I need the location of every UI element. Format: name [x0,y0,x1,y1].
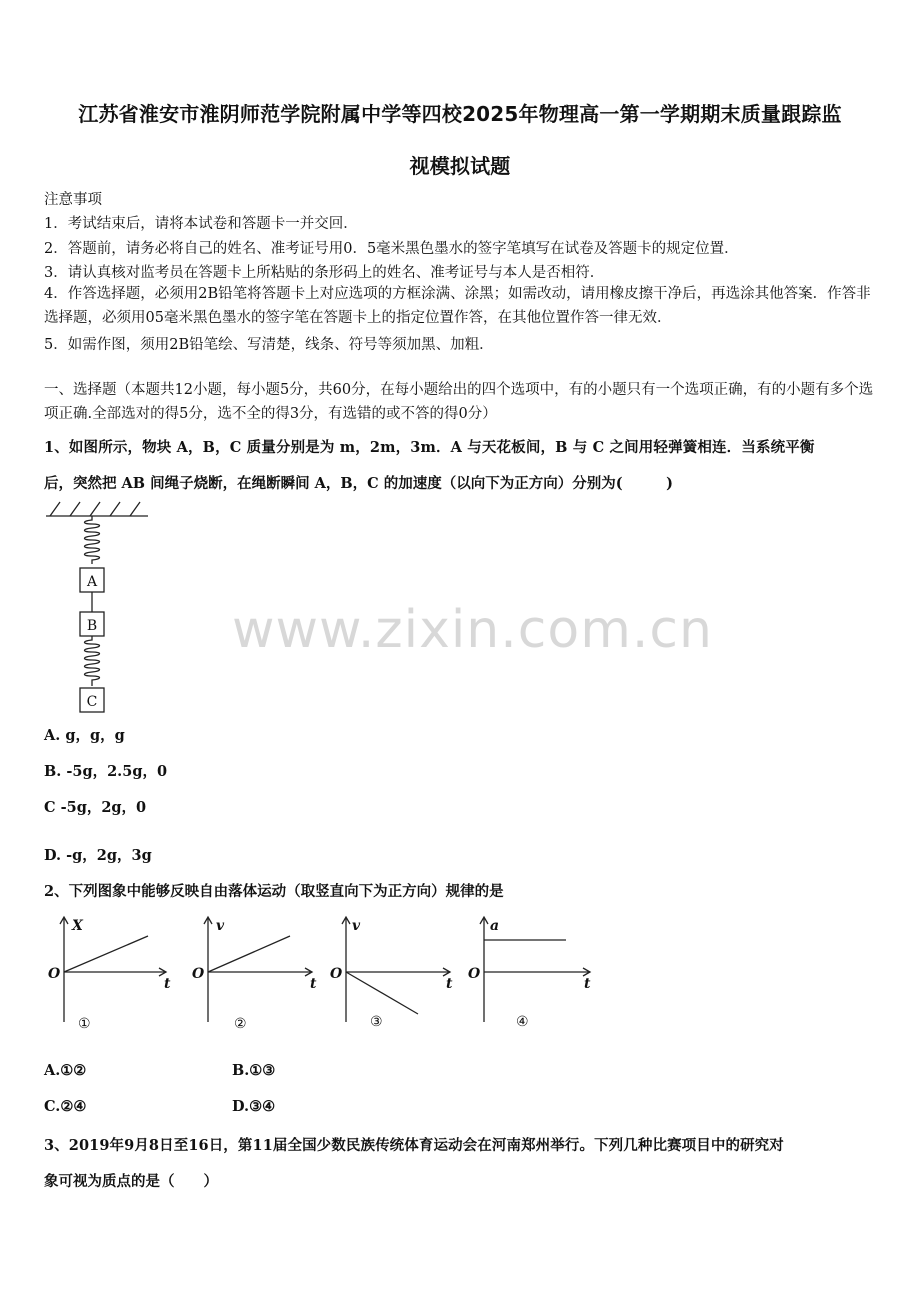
lower-spring [85,636,100,686]
graph-2-ylabel: v [216,918,225,934]
q2-stem: 2、下列图象中能够反映自由落体运动（取竖直向下为正方向）规律的是 [44,883,504,900]
section-1-intro: 一、选择题（本题共12小题，每小题5分，共60分，在每小题给出的四个选项中，有的小题只有一个选项正确，有的小题有多个选项正确.全部选对的得5分，选不全的得3分，有选错的或不答的得0分） [44,382,874,422]
q2-option-b: B.①③ [232,1062,276,1079]
q3-stem-line-1: 3、2019年9月8日至16日，第11届全国少数民族传统体育运动会在河南郑州举行。下列几种比赛项目中的研究对 [44,1137,784,1154]
graph-4-number: ④ [516,1014,529,1030]
title-line-2: 视模拟试题 [409,154,511,178]
graph-4-xlabel: t [584,976,591,992]
title-line-1: 江苏省淮安市淮阴师范学院附属中学等四校2025年物理高一第一学期期末质量跟踪监 [78,102,842,126]
graph-1-xlabel: t [164,976,171,992]
graph-2-number: ② [234,1016,247,1032]
q1-option-d: D. -g，2g，3g [44,847,152,864]
block-c-label: C [86,694,98,710]
block-b-label: B [86,618,98,634]
graph-2 [186,912,320,1032]
q1-option-b: B. -5g，2.5g，0 [44,763,168,780]
graph-3-origin: O [330,966,343,982]
graph-3-ylabel: v [352,918,361,934]
q2-option-a: A.①② [44,1062,87,1079]
graph-1 [44,912,174,1032]
q2-option-d: D.③④ [232,1098,276,1115]
graph-3-number: ③ [370,1014,383,1030]
watermark: www.zixin.com.cn [232,600,713,660]
graph-2-origin: O [192,966,205,982]
graph-3-xlabel: t [446,976,453,992]
note-item-4: 4．作答选择题，必须用2B铅笔将答题卡上对应选项的方框涂满、涂黑；如需改动，请用橡皮擦干净后，再选涂其他答案．作答非选择题，必须用05毫米黑色墨水的签字笔在答题卡上的指定位置作答，在其他位置作答一律无效． [44,286,871,326]
q3-stem-line-2: 象可视为质点的是（ ） [44,1173,218,1190]
graph-4 [462,912,598,1032]
note-item-1: 1．考试结束后，请将本试卷和答题卡一并交回． [44,216,358,232]
graph-4-origin: O [468,966,481,982]
graph-3 [324,912,458,1032]
graph-4-ylabel: a [490,918,500,934]
spring-block-diagram [40,498,160,718]
q1-option-a: A. g，g，g [44,727,125,744]
graph-1-number: ① [78,1016,91,1032]
graph-1-ylabel: X [72,918,83,934]
note-item-2: 2．答题前，请务必将自己的姓名、准考证号用0．5毫米黑色墨水的签字笔填写在试卷及答题卡的规定位置． [44,241,739,257]
q1-stem-line-1: 1、如图所示，物块 A，B，C 质量分别是为 m，2m，3m．A 与天花板间，B 与 C 之间用轻弹簧相连．当系统平衡 [44,439,815,456]
note-item-5: 5．如需作图，须用2B铅笔绘、写清楚，线条、符号等须加黑、加粗． [44,337,494,353]
notes-heading: 注意事项 [44,192,102,208]
block-a-label: A [86,574,98,590]
graph-1-origin: O [48,966,61,982]
q2-option-c: C.②④ [44,1098,87,1115]
note-item-3: 3．请认真核对监考员在答题卡上所粘贴的条形码上的姓名、准考证号与本人是否相符． [44,265,605,281]
upper-spring [85,516,100,564]
exam-title [30,88,890,192]
q1-option-c: C -5g，2g，0 [44,799,147,816]
q1-stem-line-2: 后，突然把 AB 间绳子烧断，在绳断瞬间 A，B，C 的加速度（以向下为正方向）分别为( ) [44,475,673,492]
graph-2-xlabel: t [310,976,317,992]
